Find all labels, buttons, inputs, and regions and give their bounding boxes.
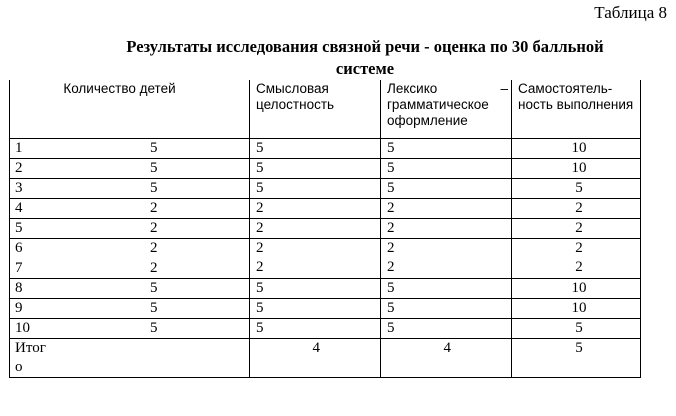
table-header-row [10,80,641,139]
semantic-value: 2 [256,240,264,256]
independence-value: 10 [512,299,641,319]
row-number: 9 [15,300,23,316]
children-value: 5 [150,300,158,316]
row-number: 6 [15,240,23,256]
table-row [10,219,641,239]
row-number: 3 [15,180,23,196]
row-number: 10 [15,320,30,336]
row-number: 1 [15,140,23,156]
title-line-1: Результаты исследования связной речи - оценка по 30 балльной [126,37,604,56]
lexical-value: 2 [381,219,512,239]
children-value: 5 [150,320,158,336]
table-row [10,299,641,319]
total-semantic: 4 [250,339,381,378]
results-table [9,80,641,378]
independence-value: 5 [512,179,641,199]
header-children-count: Количество детей [10,80,250,139]
total-independence: 5 [512,339,641,378]
lexical-value: 5 [381,279,512,299]
lexical-value: 5 [381,139,512,159]
row-number: 8 [15,280,23,296]
title-line-2: системе [335,59,395,78]
independence-value: 5 [512,319,641,339]
lexical-value: 2 [387,240,395,256]
total-row [10,339,641,378]
lexical-value: 5 [381,319,512,339]
children-value: 2 [150,220,158,236]
header-independence: Самостоятель-ность выполнения [512,80,641,139]
independence-value: 2 [575,259,583,275]
independence-value: 2 [512,199,641,219]
children-value: 2 [150,200,158,216]
semantic-value: 2 [250,199,381,219]
semantic-value: 5 [250,299,381,319]
children-value: 5 [150,180,158,196]
table-row [10,199,641,219]
semantic-value: 5 [250,279,381,299]
table-title [40,36,676,80]
lexical-value: 2 [381,199,512,219]
children-value: 5 [150,140,158,156]
semantic-value: 5 [250,159,381,179]
children-value: 5 [150,160,158,176]
header-lexical-grammatical: Лексико – грамматическое оформление [381,80,512,139]
table-number: Таблица 8 [594,3,667,22]
semantic-value: 5 [250,139,381,159]
table-row [10,319,641,339]
lexical-value: 5 [381,299,512,319]
total-label: Итого [10,339,250,378]
independence-value: 2 [512,219,641,239]
total-lexical: 4 [381,339,512,378]
semantic-value: 2 [250,219,381,239]
children-value: 5 [150,280,158,296]
semantic-value: 5 [250,179,381,199]
lexical-value: 5 [381,159,512,179]
header-semantic-integrity: Смысловая целостность [250,80,381,139]
independence-value: 10 [512,159,641,179]
independence-value: 10 [512,139,641,159]
table-row [10,279,641,299]
children-value: 2 [150,260,158,276]
table-row [10,159,641,179]
row-number: 7 [15,260,23,276]
semantic-value: 2 [256,259,264,275]
independence-value: 10 [512,279,641,299]
row-number: 5 [15,220,23,236]
table-row [10,139,641,159]
row-number: 2 [15,160,23,176]
semantic-value: 5 [250,319,381,339]
row-number: 4 [15,200,23,216]
table-row-merged [10,239,641,279]
lexical-value: 5 [381,179,512,199]
lexical-value: 2 [387,259,395,275]
independence-value: 2 [575,240,583,256]
table-row [10,179,641,199]
children-value: 2 [150,240,158,256]
